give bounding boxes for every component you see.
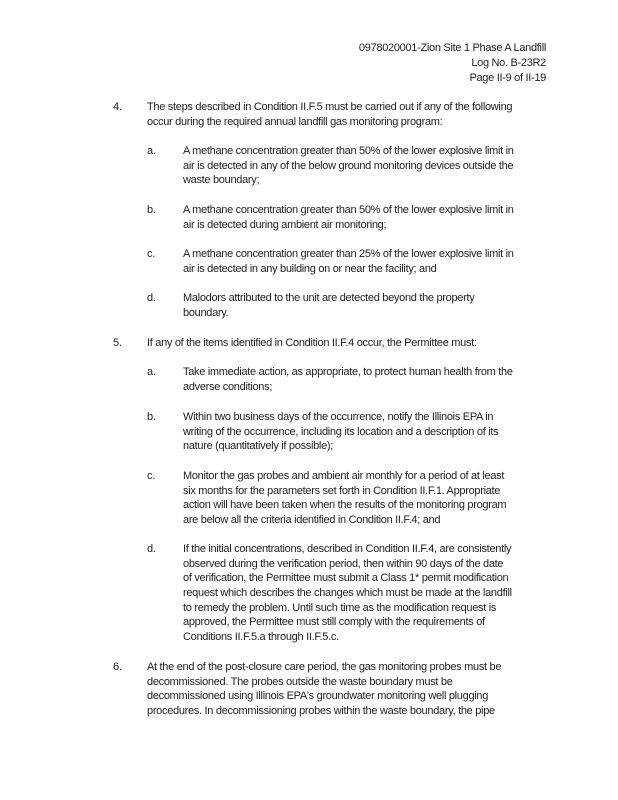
subitem-letter: a. bbox=[147, 366, 156, 378]
text-line: of verification, the Permittee must submit a Class 1* permit modification bbox=[183, 572, 509, 585]
subitem-text bbox=[183, 203, 514, 232]
text-line: writing of the occurrence, including its location and a description of its bbox=[183, 425, 499, 438]
subitem-letter: a. bbox=[147, 145, 156, 157]
text-line: to remedy the problem. Until such time as the modification request is bbox=[183, 601, 497, 614]
subitem-letter: b. bbox=[147, 411, 156, 423]
text-line: If any of the items identified in Condition II.F.4 occur, the Permittee must: bbox=[147, 337, 477, 349]
text-line: action will have been taken when the results of the monitoring program bbox=[183, 499, 507, 512]
text-line: air is detected in any building on or near the facility; and bbox=[183, 262, 437, 275]
subitem-text bbox=[183, 247, 514, 276]
item-number: 4. bbox=[113, 101, 122, 113]
text-line: Conditions II.F.5.a through II.F.5.c. bbox=[183, 631, 339, 644]
subitem-text bbox=[183, 410, 498, 454]
subitem-text bbox=[183, 542, 512, 645]
header-page-number: Page II-9 of II-19 bbox=[469, 72, 546, 84]
subitem-text bbox=[183, 365, 513, 394]
text-line: Take immediate action, as appropriate, to protect human health from the bbox=[183, 366, 513, 378]
text-line: air is detected in any of the below ground monitoring devices outside the bbox=[183, 159, 514, 172]
text-line: boundary. bbox=[183, 306, 229, 319]
text-line: decommissioned using Illinois EPA's groundwater monitoring well plugging bbox=[147, 690, 489, 703]
text-line: decommissioned. The probes outside the waste boundary must be bbox=[147, 675, 453, 688]
text-line: are below all the criteria identified in Condition II.F.4; and bbox=[183, 514, 441, 527]
text-line: adverse conditions; bbox=[183, 380, 273, 393]
subitem-letter: c. bbox=[147, 248, 155, 260]
subitem-text bbox=[183, 291, 474, 320]
text-line: occur during the required annual landfill gas monitoring program: bbox=[147, 115, 443, 128]
text-line: waste boundary; bbox=[183, 174, 260, 187]
subitem-letter: d. bbox=[147, 292, 156, 304]
subitem-text bbox=[183, 469, 506, 528]
item-text bbox=[147, 660, 501, 719]
text-line: The steps described in Condition II.F.5 must be carried out if any of the following bbox=[147, 101, 513, 113]
subitem-letter: d. bbox=[147, 543, 156, 555]
text-line: If the initial concentrations, described in Condition II.F.4, are consistently bbox=[183, 543, 512, 555]
item-number: 5. bbox=[113, 337, 122, 349]
subitem-letter: b. bbox=[147, 204, 156, 216]
subitem-letter: c. bbox=[147, 470, 155, 482]
item-number: 6. bbox=[113, 661, 122, 673]
text-line: A methane concentration greater than 50% of the lower explosive limit in bbox=[183, 204, 514, 216]
text-line: request which describes the changes which must be made at the landfill bbox=[183, 587, 512, 600]
text-line: Monitor the gas probes and ambient air monthly for a period of at least bbox=[183, 470, 505, 482]
text-line: nature (quantitatively if possible); bbox=[183, 440, 334, 453]
text-line: Malodors attributed to the unit are detected beyond the property bbox=[183, 292, 475, 304]
text-line: six months for the parameters set forth in Condition II.F.1. Appropriate bbox=[183, 484, 501, 497]
header-site: 0978020001-Zion Site 1 Phase A Landfill bbox=[358, 42, 546, 54]
header-log-number: Log No. B-23R2 bbox=[471, 57, 546, 69]
text-line: A methane concentration greater than 25% of the lower explosive limit in bbox=[183, 248, 514, 260]
text-line: At the end of the post-closure care period, the gas monitoring probes must be bbox=[147, 661, 502, 673]
text-line: procedures. In decommissioning probes within the waste boundary, the pipe bbox=[147, 705, 495, 718]
text-line: Within two business days of the occurrence, notify the Illinois EPA in bbox=[183, 411, 494, 423]
text-line: approved, the Permittee must still comply with the requirements of bbox=[183, 616, 485, 629]
subitem-text bbox=[183, 144, 514, 188]
item-text bbox=[147, 336, 477, 351]
item-text bbox=[147, 100, 512, 129]
text-line: air is detected during ambient air monitoring; bbox=[183, 218, 387, 231]
text-line: observed during the verification period, then within 90 days of the date bbox=[183, 557, 504, 570]
text-line: A methane concentration greater than 50% of the lower explosive limit in bbox=[183, 145, 514, 157]
